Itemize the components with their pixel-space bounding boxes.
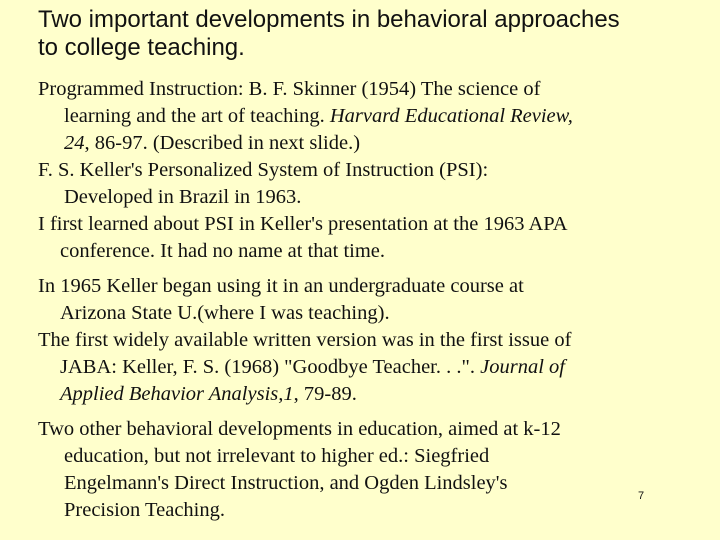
slide-title (38, 6, 698, 62)
p6-line-3: Engelmann's Direct Instruction, and Ogden Lindsley's (64, 472, 508, 494)
p1-line-2 (38, 103, 688, 130)
p5-line-3-text: , 79-89. (293, 383, 357, 405)
p4-line-1: In 1965 Keller began using it in an undergraduate course at (38, 275, 524, 297)
p5-line-2-text: JABA: Keller, F. S. (1968) "Goodbye Teacher. . .". (60, 356, 481, 378)
slide-title-line-2: to college teaching. (38, 34, 245, 61)
paragraph-first-written (38, 327, 688, 408)
paragraph-1965 (38, 273, 688, 327)
p5-journal-name-cont: Applied Behavior Analysis,1 (60, 383, 294, 405)
p3-line-1: I first learned about PSI in Keller's presentation at the 1963 APA (38, 213, 568, 235)
p1-line-2-text: learning and the art of teaching. (64, 105, 330, 127)
p3-line-2: conference. It had no name at that time. (60, 240, 386, 262)
p1-line-3 (38, 130, 688, 157)
p1-line-3-text: , 86-97. (Described in next slide.) (84, 132, 361, 154)
p6-line-4: Precision Teaching. (64, 499, 226, 521)
paragraph-programmed-instruction (38, 76, 688, 157)
paragraph-first-learned (38, 211, 688, 265)
p5-line-3 (38, 381, 688, 408)
p5-line-2 (38, 354, 688, 381)
page-number: 7 (638, 490, 645, 502)
p5-line-1: The first widely available written version was in the first issue of (38, 329, 572, 351)
p1-line-1: Programmed Instruction: B. F. Skinner (1954) The science of (38, 78, 541, 100)
p1-volume: 24 (64, 132, 85, 154)
p6-line-1: Two other behavioral developments in education, aimed at k-12 (38, 418, 561, 440)
p1-journal-name: Harvard Educational Review, (329, 105, 573, 127)
paragraph-other-developments (38, 416, 688, 524)
p2-line-2: Developed in Brazil in 1963. (64, 186, 302, 208)
p4-line-2: Arizona State U.(where I was teaching). (60, 302, 390, 324)
slide-body (38, 76, 688, 524)
slide-title-line-1: Two important developments in behavioral approaches (38, 6, 620, 33)
paragraph-keller-psi (38, 157, 688, 211)
p6-line-2: education, but not irrelevant to higher ed.: Siegfried (64, 445, 490, 467)
p5-journal-name: Journal of (480, 356, 565, 378)
p2-line-1: F. S. Keller's Personalized System of Instruction (PSI): (38, 159, 489, 181)
